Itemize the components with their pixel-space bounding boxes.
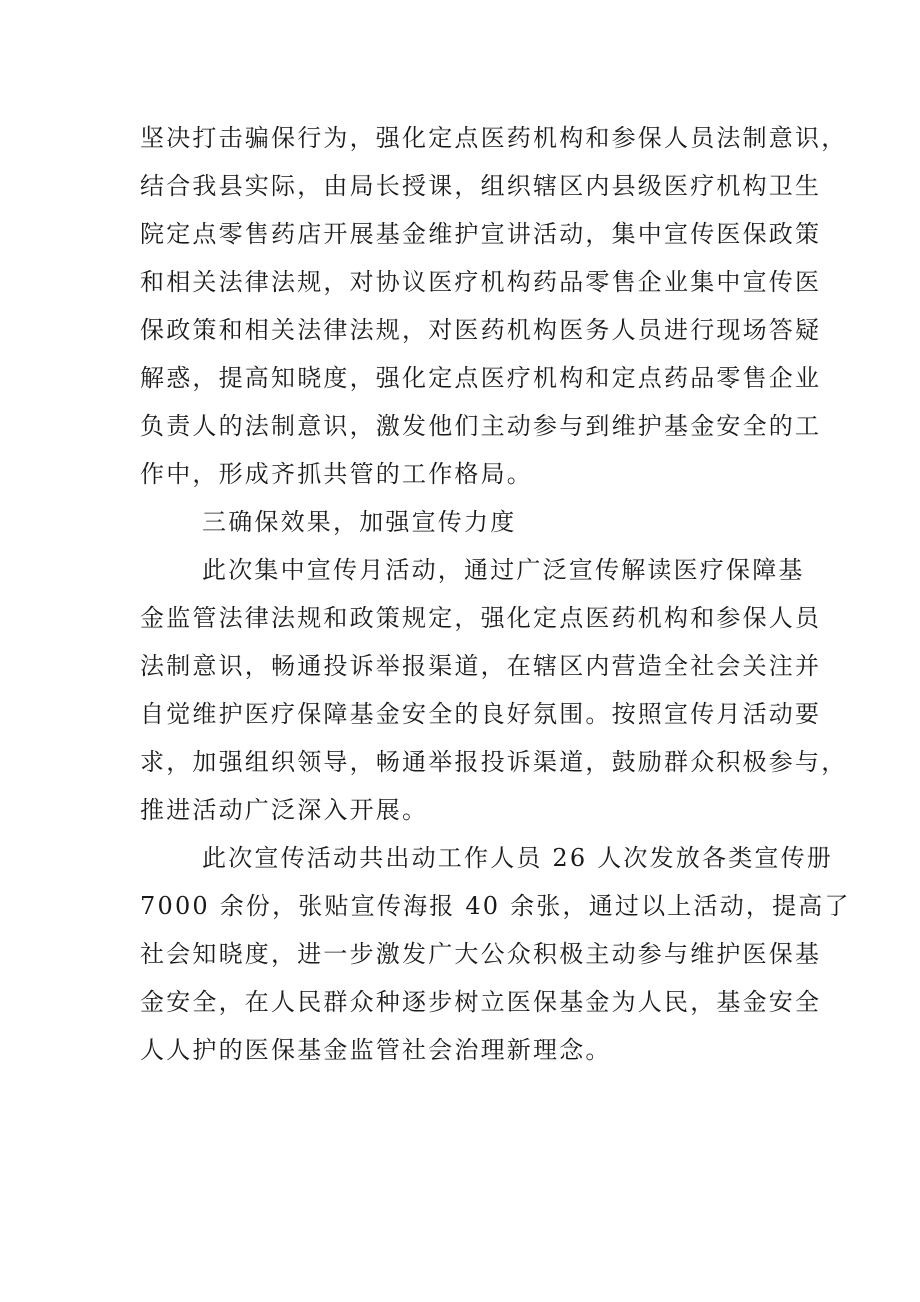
- paragraph-line: 法制意识，畅通投诉举报渠道，在辖区内营造全社会关注并: [140, 652, 822, 680]
- paragraph-line: 坚决打击骗保行为，强化定点医药机构和参保人员法制意识，: [140, 124, 848, 152]
- paragraph-line: 作中，形成齐抓共管的工作格局。: [140, 460, 533, 488]
- paragraph-line: 金监管法律法规和政策规定，强化定点医药机构和参保人员: [140, 604, 822, 632]
- paragraph-line: 自觉维护医疗保障基金安全的良好氛围。按照宣传月活动要: [140, 700, 822, 728]
- paragraph-line: 结合我县实际，由局长授课，组织辖区内县级医疗机构卫生: [140, 172, 822, 200]
- paragraph-line: 此次宣传活动共出动工作人员 26 人次发放各类宣传册: [202, 844, 833, 872]
- paragraph-line: 此次集中宣传月活动，通过广泛宣传解读医疗保障基: [202, 556, 805, 584]
- paragraph-line: 保政策和相关法律法规，对医药机构医务人员进行现场答疑: [140, 316, 822, 344]
- paragraph-line: 7000 余份，张贴宣传海报 40 余张，通过以上活动，提高了: [140, 892, 851, 920]
- paragraph-line: 社会知晓度，进一步激发广大公众积极主动参与维护医保基: [140, 940, 822, 968]
- paragraph-line: 和相关法律法规，对协议医疗机构药品零售企业集中宣传医: [140, 268, 822, 296]
- paragraph-line: 金安全，在人民群众种逐步树立医保基金为人民，基金安全: [140, 988, 822, 1016]
- paragraph-line: 推进活动广泛深入开展。: [140, 796, 429, 824]
- paragraph-line: 人人护的医保基金监管社会治理新理念。: [140, 1036, 612, 1064]
- document-body: [140, 114, 851, 1074]
- paragraph-line: 解惑，提高知晓度，强化定点医疗机构和定点药品零售企业: [140, 364, 822, 392]
- paragraph-line: 院定点零售药店开展基金维护宣讲活动，集中宣传医保政策: [140, 220, 822, 248]
- section-heading: 三确保效果，加强宣传力度: [202, 508, 517, 536]
- paragraph-line: 求，加强组织领导，畅通举报投诉渠道，鼓励群众积极参与，: [140, 748, 848, 776]
- paragraph-line: 负责人的法制意识，激发他们主动参与到维护基金安全的工: [140, 412, 822, 440]
